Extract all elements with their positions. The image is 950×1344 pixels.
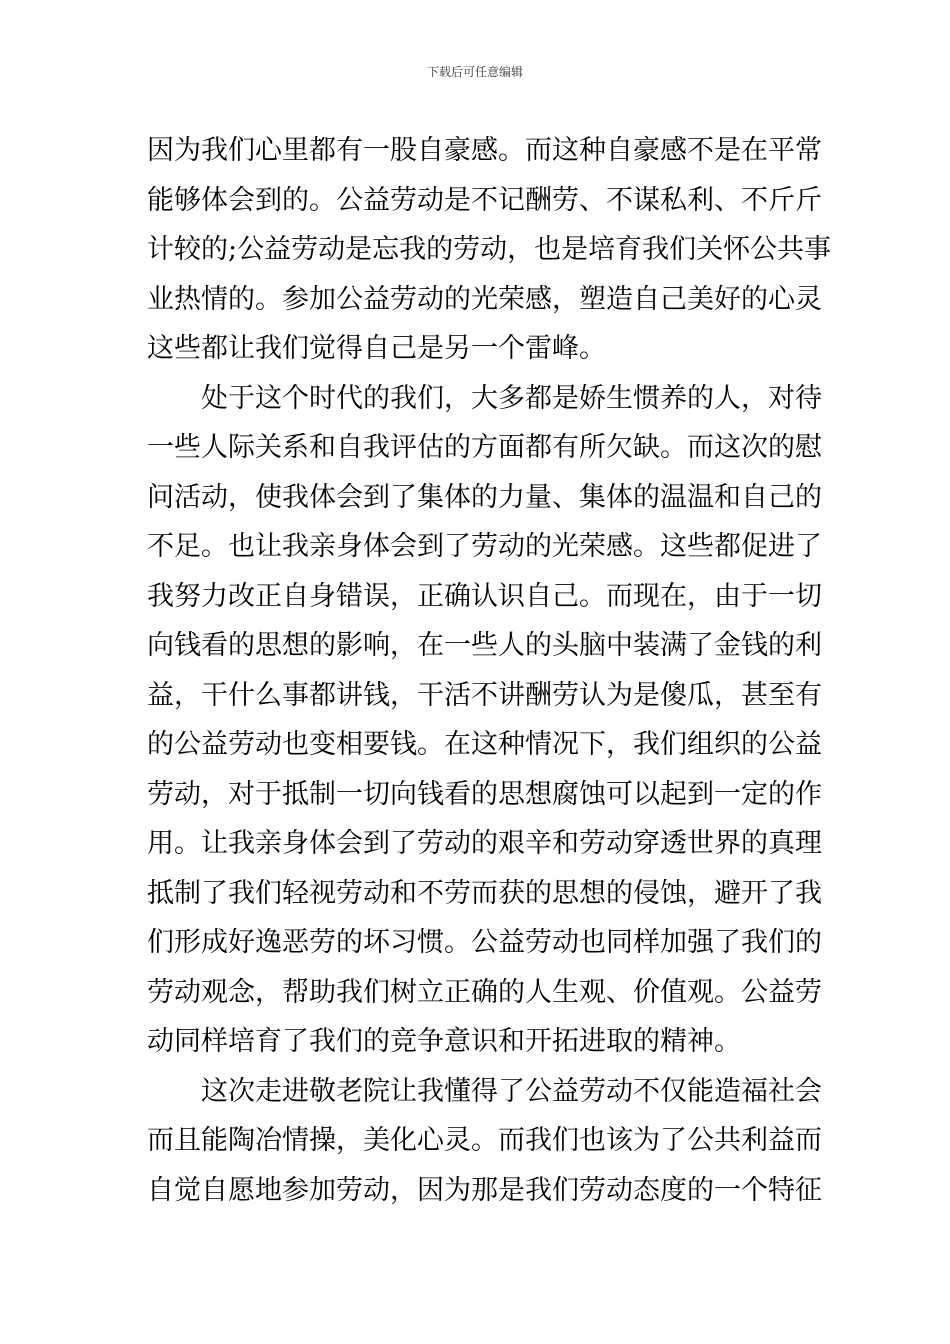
paragraph-first-line: 这次走进敬老院让我懂得了公益劳动不仅能造福社会 xyxy=(201,1075,822,1107)
text-line: 因为我们心里都有一股自豪感。而这种自豪感不是在平常 xyxy=(147,135,822,166)
text-line: 而且能陶冶情操，美化心灵。而我们也该为了公共利益而 xyxy=(147,1125,822,1156)
text-line: 自觉自愿地参加劳动，因为那是我们劳动态度的一个特征 xyxy=(147,1174,822,1206)
text-line: 用。让我亲身体会到了劳动的艰辛和劳动穿透世界的真理 xyxy=(147,828,822,859)
text-line: 抵制了我们轻视劳动和不劳而获的思想的侵蚀，避开了我 xyxy=(147,877,822,909)
text-line: 动同样培育了我们的竞争意识和开拓进取的精神。 xyxy=(147,1026,741,1057)
text-line: 一些人际关系和自我评估的方面都有所欠缺。而这次的慰 xyxy=(147,432,822,463)
text-line: 的公益劳动也变相要钱。在这种情况下，我们组织的公益 xyxy=(147,729,822,760)
text-line: 们形成好逸恶劳的坏习惯。公益劳动也同样加强了我们的 xyxy=(147,927,822,958)
page-header-note: 下载后可任意编辑 xyxy=(426,65,523,79)
text-line: 问活动，使我体会到了集体的力量、集体的温温和自己的 xyxy=(147,481,822,513)
text-line: 计较的;公益劳动是忘我的劳动，也是培育我们关怀公共事 xyxy=(147,234,832,265)
text-line: 劳动，对于抵制一切向钱看的思想腐蚀可以起到一定的作 xyxy=(147,778,822,810)
text-line: 不足。也让我亲身体会到了劳动的光荣感。这些都促进了 xyxy=(147,531,822,562)
text-line: 劳动观念，帮助我们树立正确的人生观、价值观。公益劳 xyxy=(147,976,822,1008)
text-line: 能够体会到的。公益劳动是不记酬劳、不谋私利、不斤斤 xyxy=(147,184,822,216)
text-line: 业热情的。参加公益劳动的光荣感，塑造自己美好的心灵 xyxy=(147,283,822,315)
document-body xyxy=(147,126,832,1215)
text-line: 这些都让我们觉得自己是另一个雷峰。 xyxy=(147,333,606,364)
text-line: 益，干什么事都讲钱，干活不讲酬劳认为是傻瓜，甚至有 xyxy=(147,679,822,711)
text-line: 我努力改正自身错误，正确认识自己。而现在，由于一切 xyxy=(147,580,822,612)
text-line: 向钱看的思想的影响，在一些人的头脑中装满了金钱的利 xyxy=(147,630,822,661)
paragraph-first-line: 处于这个时代的我们，大多都是娇生惯养的人，对待 xyxy=(201,382,822,414)
